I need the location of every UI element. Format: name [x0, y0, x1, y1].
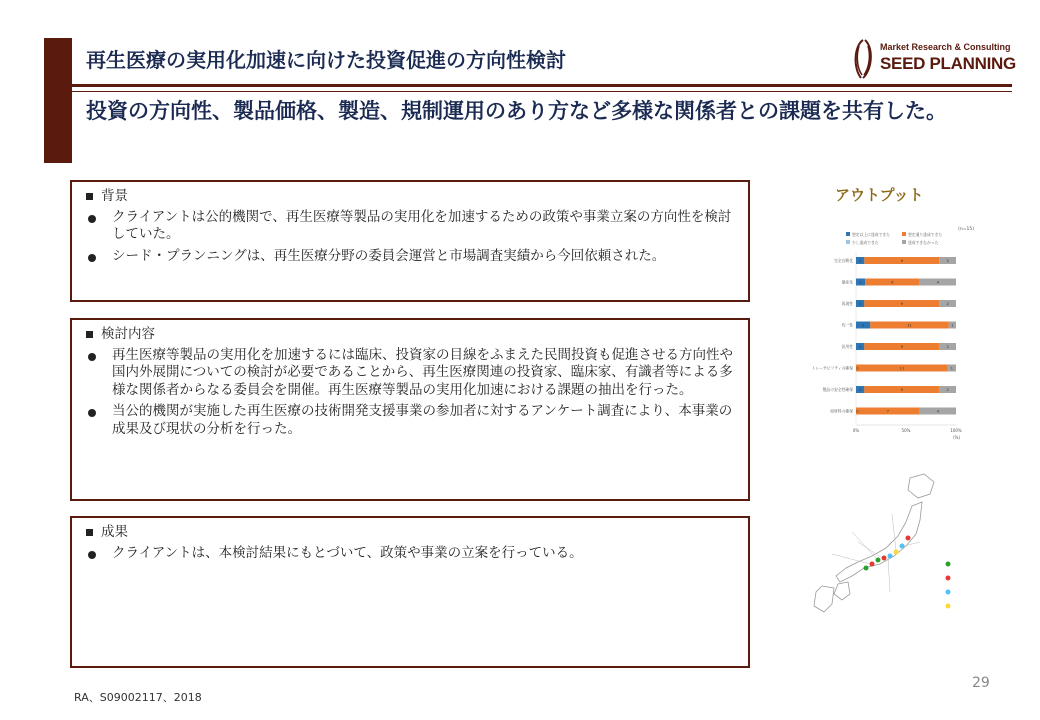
category-label: 再現性	[841, 301, 853, 306]
data-label: 4	[936, 408, 940, 414]
bullet-dot-icon	[88, 409, 96, 417]
square-bullet-icon	[86, 193, 93, 200]
data-label: 6	[891, 279, 894, 285]
legend-swatch	[902, 232, 906, 236]
logo-name: SEED PLANNING	[880, 54, 1016, 73]
data-label: 1	[858, 301, 862, 307]
data-label: 1	[858, 344, 862, 350]
data-label: 4	[936, 279, 940, 285]
data-label: 2	[946, 301, 949, 307]
data-label: 2	[946, 387, 949, 393]
category-label: トレーサビリティの確保	[811, 365, 853, 371]
bullet-text: クライアントは、本検討結果にもとづいて、政策や事業の立案を行っている。	[112, 544, 583, 561]
survey-stacked-bar-chart	[811, 222, 977, 440]
data-label: 11	[907, 322, 912, 328]
section-study-contents	[70, 318, 750, 501]
data-label: 1	[950, 365, 954, 371]
subtitle-divider	[72, 91, 1012, 92]
data-label: 9	[900, 344, 904, 350]
page-number: 29	[972, 675, 990, 691]
title-divider	[72, 84, 1012, 87]
list-item	[86, 209, 734, 244]
data-label: 1	[858, 258, 862, 264]
slide-title: 再生医療の実用化加速に向けた投資促進の方向性検討	[86, 48, 566, 72]
legend-label: 達成できなかった	[908, 240, 939, 245]
category-label: 量産化	[841, 279, 853, 285]
data-label: 9	[900, 258, 904, 264]
section-heading-row	[86, 188, 734, 206]
legend-label: 少し達成できた	[852, 240, 879, 245]
x-unit-label: (%)	[953, 435, 960, 440]
legend-label: 想定以上に達成できた	[852, 232, 890, 237]
section-heading: 背景	[101, 188, 128, 204]
slide-subtitle: 投資の方向性、製品価格、製造、規制運用のあり方など多様な関係者との課題を共有した。	[86, 99, 947, 123]
accent-bar	[44, 38, 72, 163]
data-label: 1	[859, 279, 862, 285]
bullet-text: シード・プランニングは、再生医療分野の委員会運営と市場調査実績から今回依頼された。	[112, 247, 666, 264]
data-label: 7	[886, 408, 890, 414]
category-label: 原材料の確保	[830, 408, 853, 414]
data-label: 2	[861, 322, 865, 328]
data-label: 9	[900, 301, 904, 307]
x-tick-label: 50%	[901, 428, 911, 433]
square-bullet-icon	[86, 529, 93, 536]
bullet-dot-icon	[88, 353, 96, 361]
legend-swatch	[902, 240, 906, 244]
data-label: 0	[856, 408, 859, 414]
bullet-text: クライアントは公的機関で、再生医療等製品の実用化を加速するための政策や事業立案の方向性を検討していた。	[112, 208, 732, 243]
list-item	[86, 545, 734, 563]
x-tick-label: 100%	[950, 428, 962, 433]
footer-reference: RA、S09002117、2018	[74, 691, 202, 704]
chart-note: (n=15)	[958, 227, 974, 232]
list-item	[86, 403, 734, 438]
data-label: 1	[858, 387, 862, 393]
category-label: 均一性	[841, 322, 853, 328]
section-heading-row	[86, 326, 734, 344]
data-label: 9	[900, 387, 904, 393]
section-results	[70, 516, 750, 668]
bullet-dot-icon	[88, 215, 96, 223]
data-label: 0	[856, 365, 859, 371]
section-heading: 成果	[101, 524, 128, 540]
section-background	[70, 180, 750, 302]
section-heading-row	[86, 524, 734, 542]
category-label: 汎用性	[841, 344, 853, 349]
output-label: アウトプット	[835, 186, 924, 204]
section-heading: 検討内容	[101, 326, 155, 342]
legend-label: 想定通り達成できた	[908, 232, 943, 237]
square-bullet-icon	[86, 331, 93, 338]
x-tick-label: 0%	[852, 428, 860, 433]
category-label: 製品の安全性確保	[822, 387, 853, 392]
data-label: 1	[951, 322, 954, 328]
japan-map-thumbnail	[792, 472, 992, 622]
bullet-text: 当公的機関が実施した再生医療の技術開発支援事業の参加者に対するアンケート調査により、本事業の成果及び現状の分析を行った。	[112, 403, 733, 437]
bullet-text: 再生医療等製品の実用化を加速するには臨床、投資家の目線をふまえた民間投資も促進させる方向性や国内外展開についての検討が必要であることから、再生医療関連の投資家、臨床家、有識者等による多様な関係者からなる委員会を開催。再生医療等製品の実用化加速における課題の抽出を行った。	[112, 346, 733, 398]
map-legend	[946, 562, 951, 609]
list-item	[86, 347, 734, 400]
category-label: 完全自動化	[834, 258, 853, 263]
legend-swatch	[846, 240, 850, 244]
data-label: 2	[946, 344, 949, 350]
data-label: 11	[899, 365, 905, 371]
logo-mark-icon	[850, 38, 876, 80]
bullet-dot-icon	[88, 551, 96, 559]
data-label: 2	[946, 258, 949, 264]
list-item	[86, 248, 734, 266]
logo-tagline: Market Research & Consulting	[880, 42, 1011, 52]
legend-swatch	[846, 232, 850, 236]
bullet-dot-icon	[88, 254, 96, 262]
